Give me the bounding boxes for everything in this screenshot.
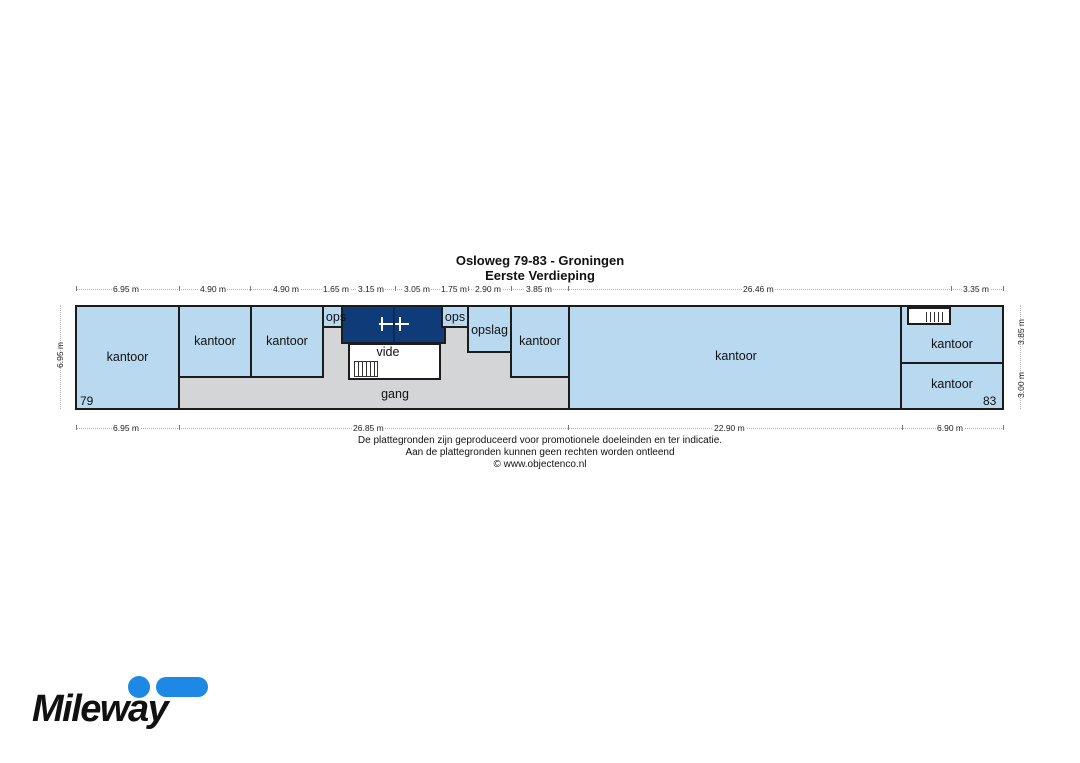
label-opslag: opslag	[471, 323, 508, 337]
label-kantoor-79: kantoor	[106, 350, 149, 364]
plan-subtitle: Eerste Verdieping	[485, 268, 595, 283]
dim-tick	[1003, 425, 1004, 430]
dim-tick	[395, 286, 396, 291]
dim-bottom-1: 6.95 m	[113, 423, 139, 433]
elevator-icon	[379, 317, 409, 331]
floor-plan	[75, 305, 1004, 410]
dim-tick	[250, 286, 251, 291]
label-kantoor-4: kantoor	[519, 334, 561, 348]
dim-top-10: 26.46 m	[743, 284, 774, 294]
dim-top-6: 3.05 m	[404, 284, 430, 294]
unit-number-right: 83	[983, 394, 997, 408]
dim-bottom-3: 22.90 m	[714, 423, 745, 433]
dim-top-3: 4.90 m	[273, 284, 299, 294]
bottom-dimension-line	[76, 428, 1004, 429]
dim-tick	[179, 425, 180, 430]
label-vide: vide	[376, 345, 400, 359]
stairs-icon-right	[907, 307, 951, 325]
dim-tick	[76, 286, 77, 291]
label-ops-2: ops	[444, 310, 466, 324]
label-kantoor-6: kantoor	[931, 337, 973, 351]
dim-top-8: 2.90 m	[475, 284, 501, 294]
dim-tick	[179, 286, 180, 291]
plan-title: Osloweg 79-83 - Groningen	[455, 253, 625, 268]
dim-tick	[902, 425, 903, 430]
disclaimer-line-2: Aan de plattegronden kunnen geen rechten worden ontleend	[405, 447, 675, 458]
label-ops-1: ops	[325, 310, 347, 324]
dim-right-1: 3.85 m	[1016, 319, 1026, 345]
label-kantoor-2: kantoor	[194, 334, 236, 348]
unit-number-left: 79	[80, 394, 94, 408]
dim-tick	[511, 286, 512, 291]
label-kantoor-3: kantoor	[266, 334, 308, 348]
dim-bottom-2: 26.85 m	[353, 423, 384, 433]
copyright-link[interactable]: © www.objectenco.nl	[493, 459, 587, 470]
stairs-icon	[354, 361, 378, 377]
dim-top-9: 3.85 m	[526, 284, 552, 294]
dim-tick	[951, 286, 952, 291]
dim-top-5: 3.15 m	[358, 284, 384, 294]
dim-right-2: 3.00 m	[1016, 372, 1026, 398]
dim-tick	[1003, 286, 1004, 291]
dim-left: 6.95 m	[55, 342, 65, 368]
dim-top-11: 3.35 m	[963, 284, 989, 294]
dim-top-7: 1.75 m	[441, 284, 467, 294]
dim-tick	[568, 425, 569, 430]
dim-tick	[568, 286, 569, 291]
dim-bottom-4: 6.90 m	[937, 423, 963, 433]
disclaimer-line-1: De plattegronden zijn geproduceerd voor promotionele doeleinden en ter indicatie.	[357, 435, 723, 446]
dim-top-4: 1.65 m	[323, 284, 349, 294]
dim-top-2: 4.90 m	[200, 284, 226, 294]
label-kantoor-5: kantoor	[715, 349, 757, 363]
dim-tick	[468, 286, 469, 291]
label-gang: gang	[381, 387, 409, 401]
dim-tick	[76, 425, 77, 430]
logo-text: Mileway	[32, 688, 168, 730]
label-kantoor-83: kantoor	[931, 377, 973, 391]
dim-top-1: 6.95 m	[113, 284, 139, 294]
